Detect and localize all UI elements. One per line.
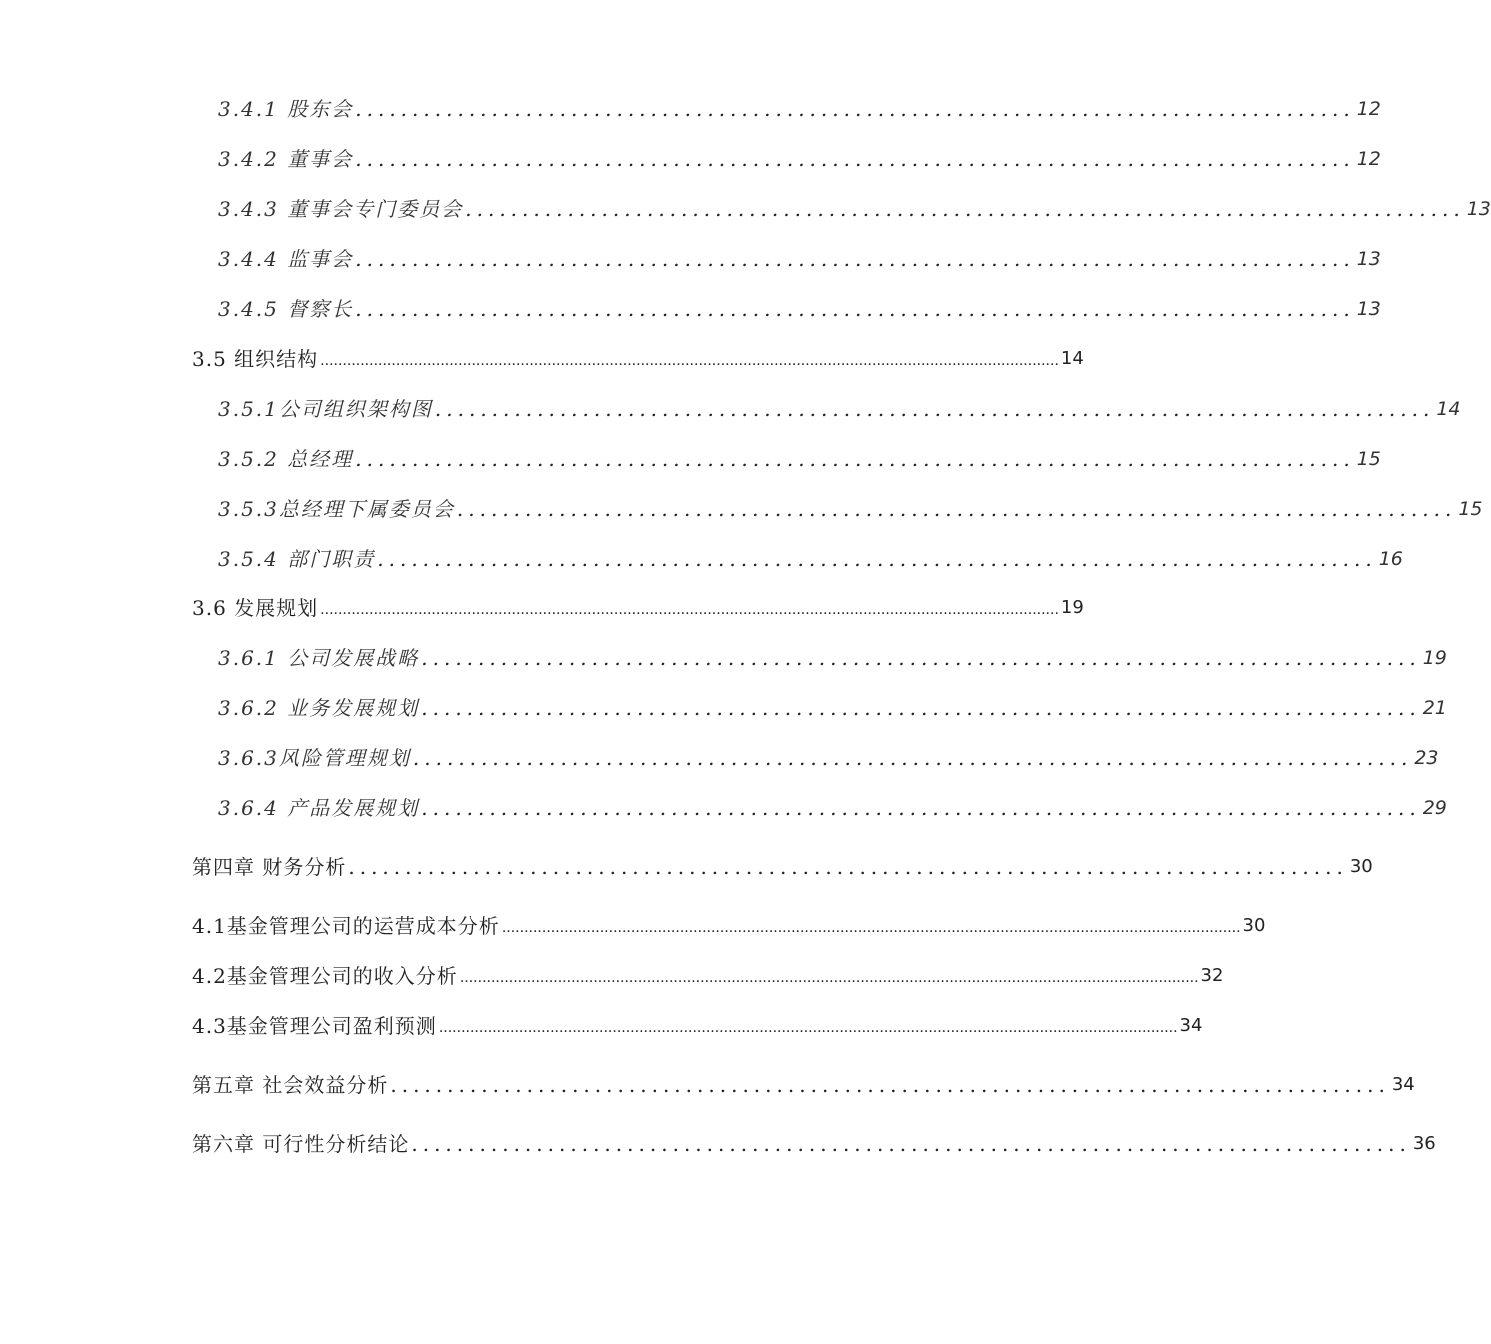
toc-entry-title: 第四章 财务分析 [192,855,347,879]
dot-leader: ........................................................................................ [377,547,1377,571]
toc-entry-page: 13 [1356,298,1381,320]
toc-entry-page: 19 [1422,647,1447,669]
toc-entry-3-5-4[interactable] [218,542,1403,572]
dot-leader: ........................................................................................ [456,497,1457,521]
toc-entry-title: 4.3基金管理公司盈利预测 [192,1014,437,1038]
toc-entry-page: 32 [1200,965,1224,986]
dot-leader: ........................................................................................ [355,247,1355,271]
toc-entry-title: 3.4.1 股东会 [218,97,354,121]
toc-entry-page: 36 [1412,1133,1436,1154]
toc-entry-page: 30 [1349,856,1373,877]
dot-leader: ........................................................................................ [421,696,1421,720]
dot-leader: ...................................................................................................................................................................... [459,970,1199,986]
toc-entry-3-5-3[interactable] [218,492,1483,522]
toc-entry-page: 13 [1466,198,1491,220]
toc-entry-title: 3.5.4 部门职责 [218,547,376,571]
dot-leader: ...................................................................................................................................................................... [438,1020,1178,1036]
toc-entry-3-6-2[interactable] [218,691,1447,721]
toc-entry-3-6[interactable] [192,591,1084,621]
toc-entry-chapter-4[interactable] [192,850,1373,880]
toc-entry-page: 34 [1391,1074,1415,1095]
toc-entry-3-5[interactable] [192,342,1084,372]
dot-leader: ...................................................................................................................................................................... [501,920,1241,936]
toc-entry-chapter-6[interactable] [192,1127,1436,1157]
toc-entry-page: 15 [1356,448,1381,470]
toc-entry-4-3[interactable] [192,1009,1203,1039]
dot-leader: ...................................................................................................................................................................... [320,353,1059,369]
toc-entry-4-1[interactable] [192,909,1266,939]
toc-entry-3-5-2[interactable] [218,442,1381,472]
toc-entry-3-4-4[interactable] [218,242,1381,272]
toc-entry-chapter-5[interactable] [192,1068,1415,1098]
dot-leader: ........................................................................................ [355,97,1355,121]
dot-leader: ........................................................................................ [390,1073,1390,1097]
toc-entry-title: 3.4.3 董事会专门委员会 [218,197,464,221]
toc-entry-title: 3.6 发展规划 [192,596,319,620]
toc-entry-page: 12 [1356,148,1381,170]
toc-entry-title: 3.4.2 董事会 [218,147,354,171]
toc-entry-4-2[interactable] [192,959,1224,989]
toc-entry-3-5-1[interactable] [218,392,1461,422]
toc-entry-page: 13 [1356,248,1381,270]
toc-entry-3-4-5[interactable] [218,292,1381,322]
toc-entry-title: 3.5 组织结构 [192,347,319,371]
toc-entry-title: 3.6.3风险管理规划 [218,746,411,770]
toc-entry-page: 19 [1060,597,1084,618]
toc-entry-page: 21 [1422,697,1447,719]
toc-entry-page: 16 [1378,548,1403,570]
toc-entry-title: 4.1基金管理公司的运营成本分析 [192,914,500,938]
toc-entry-title: 第五章 社会效益分析 [192,1073,389,1097]
toc-entry-page: 12 [1356,98,1381,120]
toc-entry-title: 第六章 可行性分析结论 [192,1132,410,1156]
dot-leader: ........................................................................................ [355,447,1355,471]
dot-leader: ........................................................................................ [421,796,1421,820]
toc-entry-3-6-1[interactable] [218,641,1447,671]
toc-entry-page: 14 [1436,398,1461,420]
toc-entry-title: 3.4.5 督察长 [218,297,354,321]
toc-entry-title: 3.5.3总经理下属委员会 [218,497,455,521]
toc-entry-page: 29 [1422,797,1447,819]
dot-leader: ........................................................................................ [355,147,1355,171]
toc-entry-title: 3.4.4 监事会 [218,247,354,271]
dot-leader: ........................................................................................ [465,197,1465,221]
dot-leader: ........................................................................................ [412,746,1413,770]
toc-entry-3-6-3[interactable] [218,741,1439,771]
toc-entry-page: 34 [1179,1015,1203,1036]
toc-entry-title: 3.6.4 产品发展规划 [218,796,420,820]
toc-entry-title: 3.5.2 总经理 [218,447,354,471]
dot-leader: ........................................................................................ [355,297,1355,321]
dot-leader: ........................................................................................ [348,855,1348,879]
toc-entry-3-4-1[interactable] [218,92,1381,122]
toc-entry-page: 14 [1060,348,1084,369]
dot-leader: ........................................................................................ [411,1132,1411,1156]
dot-leader: ...................................................................................................................................................................... [320,602,1059,618]
dot-leader: ........................................................................................ [434,397,1435,421]
toc-entry-page: 30 [1242,915,1266,936]
toc-entry-3-6-4[interactable] [218,791,1447,821]
toc-entry-page: 15 [1458,498,1483,520]
toc-entry-title: 3.6.1 公司发展战略 [218,646,420,670]
toc-entry-page: 23 [1414,747,1439,769]
dot-leader: ........................................................................................ [421,646,1421,670]
toc-entry-title: 3.5.1公司组织架构图 [218,397,433,421]
toc-entry-title: 3.6.2 业务发展规划 [218,696,420,720]
toc-entry-3-4-3[interactable] [218,192,1491,222]
toc-entry-3-4-2[interactable] [218,142,1381,172]
toc-entry-title: 4.2基金管理公司的收入分析 [192,964,458,988]
